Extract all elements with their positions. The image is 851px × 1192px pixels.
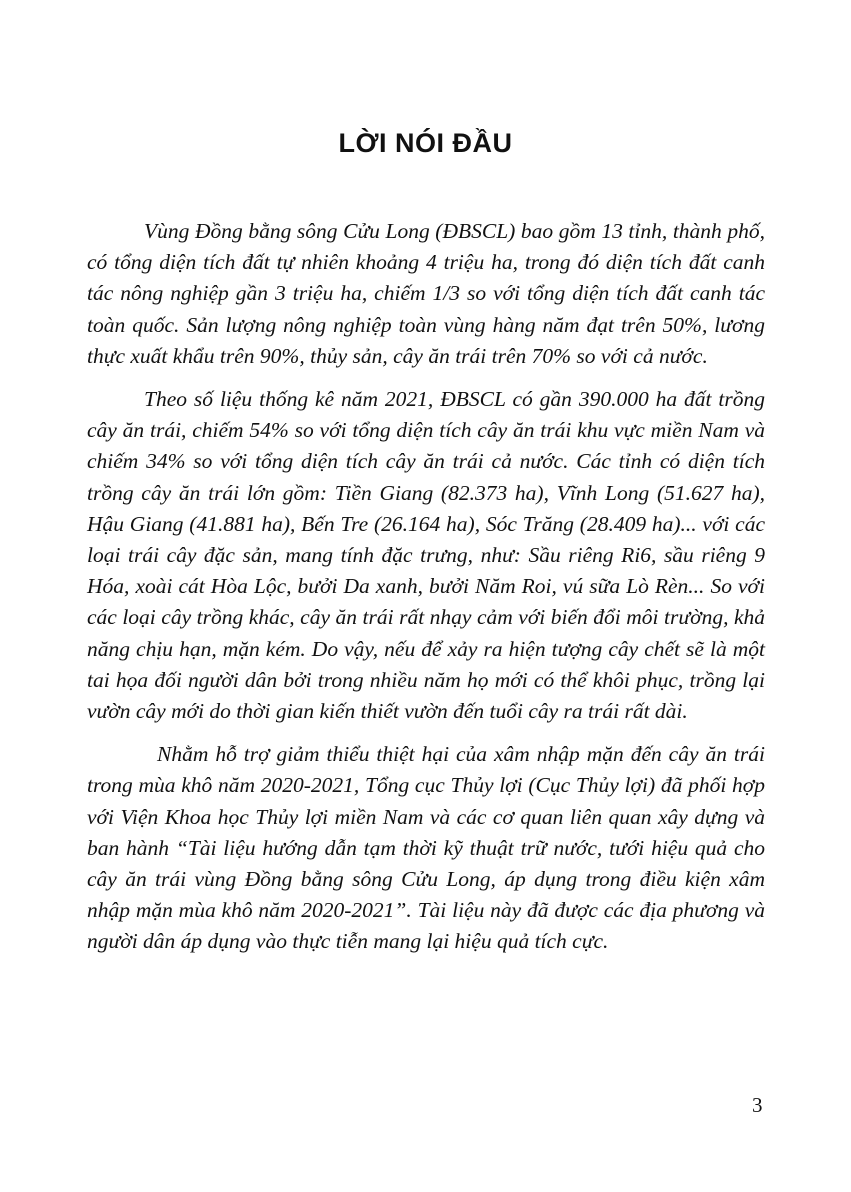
paragraph-3: Nhằm hỗ trợ giảm thiểu thiệt hại của xâm nhập mặn đến cây ăn trái trong mùa khô năm 2020-2021, Tổng cục Thủy lợi (Cục Thủy lợi) đã phối hợp với Viện Khoa học Thủy lợi miền Nam và các cơ quan liên quan xây dựng và ban hành “Tài liệu hướng dẫn tạm thời kỹ thuật trữ nước, tưới hiệu quả cho cây ăn trái vùng Đồng bằng sông Cửu Long, áp dụng trong điều kiện xâm nhập mặn mùa khô năm 2020-2021”. Tài liệu này đã được các địa phương và người dân áp dụng vào thực tiễn mang lại hiệu quả tích cực. [87,742,765,954]
paragraph-1: Vùng Đồng bằng sông Cửu Long (ĐBSCL) bao gồm 13 tỉnh, thành phố, có tổng diện tích đất tự nhiên khoảng 4 triệu ha, trong đó diện tích đất canh tác nông nghiệp gần 3 triệu ha, chiếm 1/3 so với tổng diện tích đất canh tác toàn quốc. Sản lượng nông nghiệp toàn vùng hàng năm đạt trên 50%, lương thực xuất khẩu trên 90%, thủy sản, cây ăn trái trên 70% so với cả nước. [87,219,765,368]
page-number: 3 [752,1093,763,1117]
document-body [87,216,765,970]
page-title: LỜI NÓI ĐẦU [338,128,513,158]
paragraph-2: Theo số liệu thống kê năm 2021, ĐBSCL có gần 390.000 ha đất trồng cây ăn trái, chiếm 54% so với tổng diện tích cây ăn trái khu vực miền Nam và chiếm 34% so với tổng diện tích cây ăn trái cả nước. Các tỉnh có diện tích trồng cây ăn trái lớn gồm: Tiền Giang (82.373 ha), Vĩnh Long (51.627 ha), Hậu Giang (41.881 ha), Bến Tre (26.164 ha), Sóc Trăng (28.409 ha)... với các loại trái cây đặc sản, mang tính đặc trưng, như: Sầu riêng Ri6, sầu riêng 9 Hóa, xoài cát Hòa Lộc, bưởi Da xanh, bưởi Năm Roi, vú sữa Lò Rèn... So với các loại cây trồng khác, cây ăn trái rất nhạy cảm với biến đổi môi trường, khả năng chịu hạn, mặn kém. Do vậy, nếu để xảy ra hiện tượng cây chết sẽ là một tai họa đối người dân bởi trong nhiều năm họ mới có thể khôi phục, trồng lại vườn cây mới do thời gian kiến thiết vườn đến tuổi cây ra trái rất dài. [87,387,765,724]
